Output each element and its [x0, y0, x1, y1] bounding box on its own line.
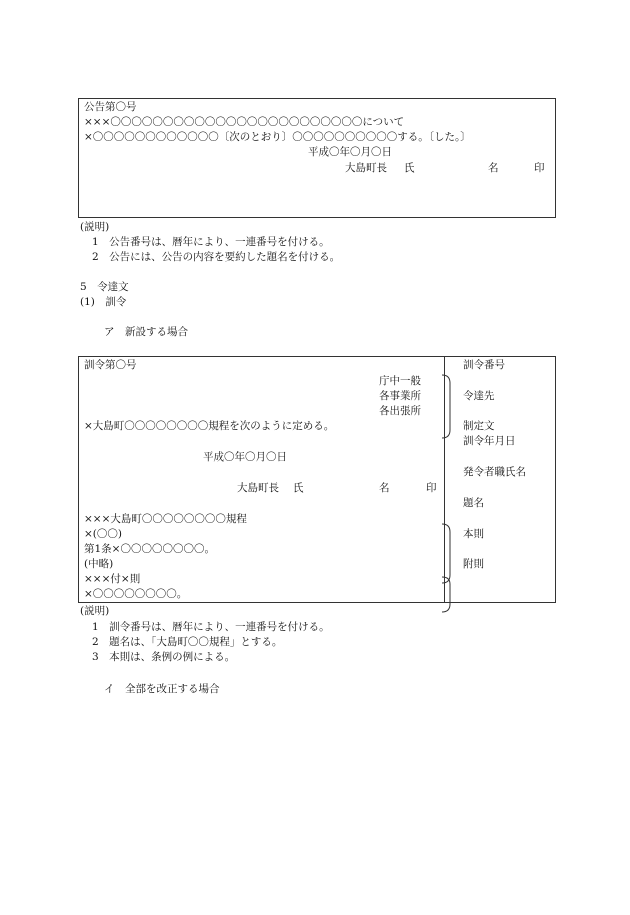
kunrei-signer-mei: 名 [379, 482, 390, 494]
kunrei-rule-title: ×××大島町〇〇〇〇〇〇〇〇規程 [84, 513, 247, 525]
explanation1-item: 2 公告には、公告の内容を要約した題名を付ける。 [92, 251, 341, 263]
kunrei-supplementary-heading: ×××付×則 [84, 573, 141, 585]
notice-seal-mark: 印 [534, 162, 545, 174]
explanation2-item: 2 題名は、「大島町〇〇規程」とする。 [92, 636, 283, 648]
bracket-supplementary-provisions [440, 576, 460, 614]
notice-signer-title: 大島町長 [345, 162, 387, 174]
label-kunrei-date: 訓令年月日 [463, 435, 516, 447]
section-subtitle: (1) 訓令 [80, 296, 127, 308]
label-issuer: 発令者職氏名 [463, 466, 526, 478]
kunrei-article-caption: ×(〇〇) [84, 528, 122, 540]
case-a-heading: ア 新設する場合 [104, 326, 188, 338]
explanation2-item: 1 訓令番号は、暦年により、一連番号を付ける。 [92, 621, 330, 633]
kunrei-signer-shi: 氏 [293, 482, 304, 494]
notice-body-line: ×〇〇〇〇〇〇〇〇〇〇〇〇〔次のとおり〕〇〇〇〇〇〇〇〇〇〇する。〔した。〕 [84, 131, 471, 143]
bracket-recipients [440, 374, 460, 440]
kunrei-seal-mark: 印 [426, 482, 437, 494]
explanation1-item: 1 公告番号は、暦年により、一連番号を付ける。 [92, 236, 330, 248]
notice-number: 公告第〇号 [84, 101, 137, 113]
label-main-provisions: 本則 [463, 528, 484, 540]
label-title: 題名 [463, 497, 484, 509]
label-recipients: 令達先 [463, 390, 495, 402]
kunrei-recipient: 各事業所 [379, 390, 421, 402]
notice-signer-mei: 名 [488, 162, 499, 174]
case-b-heading: イ 全部を改正する場合 [104, 683, 220, 695]
notice-signer-shi: 氏 [404, 162, 415, 174]
kunrei-recipient: 庁中一般 [379, 375, 421, 387]
kunrei-omission: (中略) [84, 558, 114, 570]
label-enactment: 制定文 [463, 420, 495, 432]
notice-date: 平成〇年〇月〇日 [308, 146, 392, 158]
kunrei-date: 平成〇年〇月〇日 [203, 451, 287, 463]
label-kunrei-number: 訓令番号 [463, 359, 505, 371]
explanation2-item: 3 本則は、条例の例による。 [92, 651, 236, 663]
kunrei-supplementary-text: ×〇〇〇〇〇〇〇〇。 [84, 588, 188, 600]
kunrei-signer-title: 大島町長 [237, 482, 279, 494]
kunrei-recipient: 各出張所 [379, 405, 421, 417]
kunrei-article: 第1条×〇〇〇〇〇〇〇〇。 [84, 543, 215, 555]
notice-subject-line: ×××〇〇〇〇〇〇〇〇〇〇〇〇〇〇〇〇〇〇〇〇〇〇〇〇について [84, 116, 405, 128]
kunrei-number: 訓令第〇号 [84, 359, 137, 371]
explanation2-heading: (説明) [80, 605, 110, 617]
section-title: 5 令達文 [80, 281, 129, 293]
label-supplementary-provisions: 附則 [463, 558, 484, 570]
explanation1-heading: (説明) [80, 221, 110, 233]
kunrei-enactment: ×大島町〇〇〇〇〇〇〇〇規程を次のように定める。 [84, 420, 335, 432]
